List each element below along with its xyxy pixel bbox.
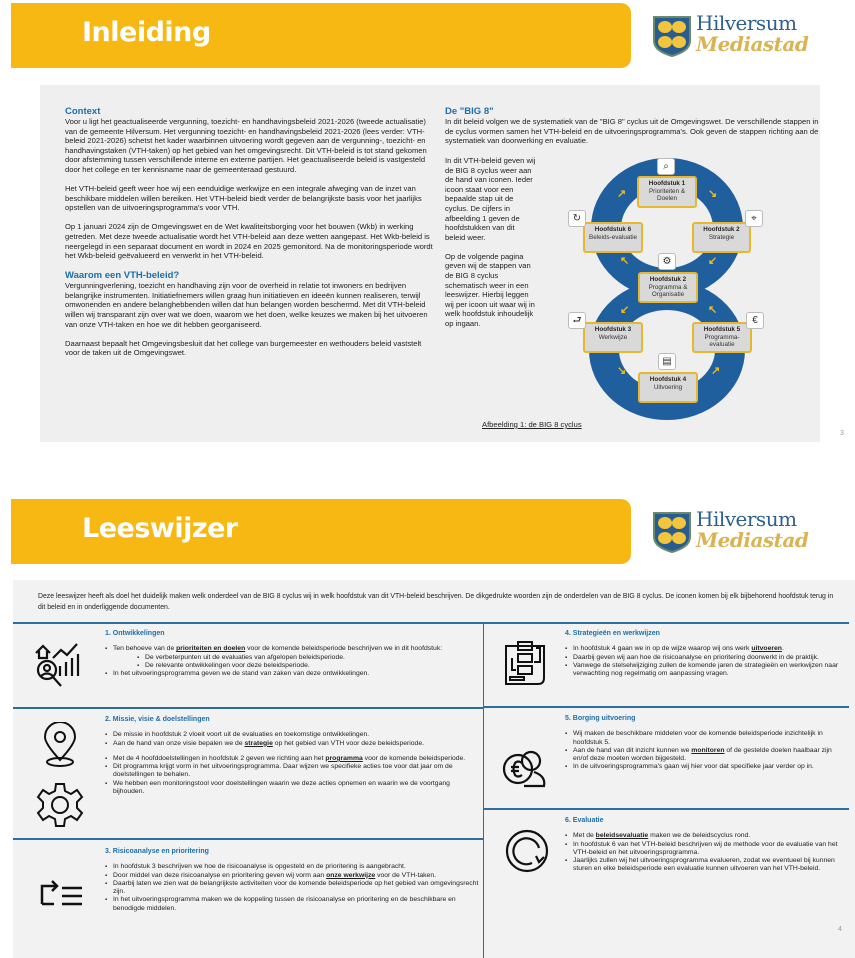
big8-box-werkwijze: Hoofdstuk 3 Werkwijze	[583, 322, 643, 353]
location-pin-icon: ⌖	[745, 210, 763, 227]
shield-logo-icon	[652, 511, 692, 553]
bold-keyword: uitvoeren	[751, 645, 782, 653]
bullet-item	[105, 763, 480, 780]
bullet-text: Ten behoeve van de	[113, 645, 177, 653]
hilversum-logo	[652, 13, 812, 57]
bullet-list	[565, 645, 845, 678]
bullet-item	[105, 863, 480, 871]
cycle-arrow-icon	[502, 826, 552, 876]
bullet-item	[105, 670, 477, 678]
bullet-item	[105, 662, 477, 670]
section-heading: 3. Risicoanalyse en prioritering	[105, 848, 209, 855]
bullet-item	[105, 654, 477, 662]
cycle-arrow-icon: ↙	[620, 304, 630, 316]
divider	[484, 706, 849, 708]
bullet-text: In hoofdstuk 3 beschrijven we hoe de risicoanalyse is opgesteld en de prioritering is aangebracht.	[113, 863, 406, 871]
bullet-item	[105, 780, 480, 797]
divider	[483, 623, 484, 958]
gear-icon	[35, 780, 85, 830]
gear-icon: ⚙	[658, 253, 676, 270]
cycle-arrow-icon: ↙	[708, 255, 718, 267]
context-paragraph: Voor u ligt het geactualiseerde vergunning, toezicht- en handhavingsbeleid 2021-2026 (tweede actualisatie) van de gemeente Hilversum. Het vergunning toezicht- en handhavingsbeleid 2021-2026 (lees verder: VTH-beleid 2021-2026) schetst het kader waarbinnen uitvoering wordt gegeven aan de vergunning-, toezicht- en handhavingstaken (VTH-taken) op het gebied van het omgevingsrecht. Dit VTH-beleid is tot stand gekomen door afstemming tussen verschillende interne en externe partijen. Het geactualiseerde beleid is vastgesteld door het college en ter kennisname naar de gemeenteraad gestuurd.	[65, 117, 427, 174]
context-paragraph: Het VTH-beleid geeft weer hoe wij een eenduidige werkwijze en een integrale afweging van de inzet van beschikbare middelen willen bereiken. Het VTH-beleid biedt verder de belangrijkste basis voor het jaarlijks opstellen van de uitvoeringsprogramma's voor VTH.	[65, 184, 422, 213]
hilversum-logo	[652, 509, 812, 553]
page-number: 3	[840, 430, 844, 437]
left-column	[65, 106, 433, 367]
section-heading: 2. Missie, visie & doelstellingen	[105, 716, 210, 723]
section-2	[105, 716, 480, 796]
analytics-magnifier-icon	[33, 640, 83, 690]
bold-keyword: monitoren	[691, 746, 725, 754]
bullet-item	[565, 763, 845, 771]
bullet-text: In het uitvoeringsprogramma geven we de stand van zaken van deze ontwikkelingen.	[113, 670, 370, 678]
bullet-item	[105, 872, 480, 880]
bullet-text: voor de komende beleidsperiode beschrijven we in dit hoofdstuk:	[245, 645, 443, 653]
big8-box-strategie: Hoofdstuk 2 Strategie	[692, 222, 751, 253]
section-heading: 5. Borging uitvoering	[565, 715, 636, 722]
bullet-item	[105, 740, 480, 748]
section-1	[105, 630, 477, 678]
bullet-item	[565, 747, 845, 764]
euro-people-icon: €	[746, 312, 764, 329]
bullet-text: Aan de hand van onze visie bepalen we de	[113, 739, 245, 747]
bullet-text: Dit programma krijgt vorm in het uitvoeringsprogramma. Daar wijzen we specifieke acties toe voor dat jaar om de doelstellingen te behalen.	[113, 763, 453, 779]
bullet-item	[105, 896, 480, 913]
divider	[13, 622, 849, 624]
section-heading: 1. Ontwikkelingen	[105, 630, 165, 637]
big8-box-beleidsevaluatie: Hoofdstuk 6 Beleids-evaluatie	[583, 222, 643, 253]
bullet-item	[565, 857, 845, 874]
bullet-text: Met de	[573, 832, 596, 840]
page-number: 4	[838, 926, 842, 933]
section-3	[105, 848, 480, 913]
bullet-item	[105, 755, 480, 763]
cycle-arrow-icon: ↗	[617, 188, 627, 200]
section-heading: 6. Evaluatie	[565, 817, 604, 824]
flowchart-document-icon	[500, 638, 550, 688]
bullet-item	[565, 841, 845, 858]
bullet-text: In hoofdstuk 6 van het VTH-beleid beschrijven wij de methode voor de evaluatie van het VTH-beleid en het uitvoeringsprogramma.	[573, 840, 838, 856]
context-paragraph: Op 1 januari 2024 zijn de Omgevingswet en de Wet kwaliteitsborging voor het bouwen (Wkb) in werking getreden. Met deze tweede actualisatie wordt het VTH-beleid aan deze wetten aangepast. Het Wkb-beleid is neergelegd in een separaat document en wordt in 2024 en 2025 gemonitord. Na de monitoringsperiode wordt het Wkb-beleid geëvalueerd en verwerkt in het VTH-beleid.	[65, 222, 433, 261]
bullet-text: .	[781, 645, 784, 653]
reading-guide-intro: Deze leeswijzer heeft als doel het duidelijk maken welk onderdeel van de BIG 8 cyclus wij in welk hoofdstuk van dit VTH-beleid beschrijven. De dikgedrukte woorden zijn de onderdelen van de BIG 8 cyclus. De iconen komen bij elk bijbehorend hoofdstuk terug in dit beleid en in onderliggende documenten.	[38, 593, 834, 611]
logo-line1: Hilversum	[696, 507, 797, 531]
big8-intro: In dit beleid volgen we de systematiek van de "BIG 8" cyclus uit de Omgevingswet. De verschillende stappen in de cyclus vormen samen het VTH-beleid en de uitvoeringsprogramma's. Ook geven de stappen richting aan de systematiek van doorwerking en evaluatie.	[445, 117, 819, 146]
bullet-text: Vanwege de stelselwijziging zullen de komende jaren de strategieën en werkwijzen naar verwachting nog regelmatig om aanpassing vragen.	[573, 661, 839, 678]
bold-keyword: strategie	[244, 739, 273, 747]
bold-keyword: onze werkwijze	[326, 871, 376, 879]
logo-line2: Mediastad	[696, 528, 809, 552]
bullet-text: voor de komende beleidsperiode.	[362, 754, 466, 762]
bullet-text: Met de 4 hoofddoelstellingen in hoofdstuk 2 geven we richting aan het	[113, 754, 326, 762]
big8-box-programma: Hoofdstuk 2 Programma & Organisatie	[638, 272, 698, 303]
big8-side-text	[445, 156, 537, 338]
bullet-text: Jaarlijks zullen wij het uitvoeringsprogramma evalueren, zodat we eventueel bij kunnen sturen en elke beleidsperiode een evaluatie kunnen uitvoeren van het VTH-beleid.	[573, 857, 835, 873]
cycle-arrow-icon: ↖	[620, 255, 630, 267]
bullet-list	[565, 730, 845, 771]
page-title: Inleiding	[82, 17, 211, 48]
bullet-item	[105, 645, 477, 653]
bullet-item	[565, 730, 845, 747]
bullet-text: Wij maken de beschikbare middelen voor de komende beleidsperiode inzichtelijk in hoofdstuk 5.	[573, 730, 823, 746]
bullet-text: De missie in hoofdstuk 2 vloeit voort uit de evaluaties en toekomstige ontwikkelingen.	[113, 731, 370, 739]
big8-side-paragraph: Op de volgende pagina geven wij de stappen van de BIG 8 cyclus schematisch weer in een leeswijzer. Hierbij leggen wij per icoon uit waar wij in welk hoofdstuk inhoudelijk op ingaan.	[445, 251, 535, 328]
bullet-list	[105, 645, 477, 678]
page-title-banner	[11, 499, 631, 564]
bullet-text: Door middel van deze risicoanalyse en prioritering geven wij vorm aan	[113, 871, 327, 879]
page-title: Leeswijzer	[82, 513, 238, 544]
bullet-item	[565, 645, 845, 653]
bullet-item	[105, 880, 480, 897]
bullet-item	[565, 832, 845, 840]
bullet-text: Daarbij laten we zien wat de belangrijkste activiteiten voor de komende beleidsperiode op het gebied van omgevingsrecht zijn.	[113, 879, 479, 896]
bullet-text: op het gebied van VTH voor deze beleidsperiode.	[272, 739, 425, 747]
divider	[484, 808, 849, 810]
big8-box-uitvoering: Hoofdstuk 4 Uitvoering	[638, 372, 698, 403]
logo-line1: Hilversum	[696, 11, 797, 35]
cycle-icon: ↻	[568, 210, 586, 227]
list-arrow-icon	[38, 870, 88, 920]
flowchart-icon: ▤	[658, 353, 676, 370]
bullet-item	[105, 731, 480, 739]
cycle-arrow-icon: ↗	[711, 365, 721, 377]
section-heading: 4. Strategieën en werkwijzen	[565, 630, 660, 637]
section-4	[565, 630, 845, 678]
bold-keyword: programma	[325, 754, 363, 762]
bullet-text: of de gestelde doelen haalbaar zijn en/of deze moeten worden bijgesteld.	[573, 746, 832, 763]
bullet-item	[565, 654, 845, 662]
shield-logo-icon	[652, 15, 692, 57]
list-arrow-icon: ⮐	[568, 312, 586, 329]
section-6	[565, 817, 845, 874]
cycle-arrow-icon: ↘	[708, 188, 718, 200]
bold-keyword: beleidsevaluatie	[595, 832, 649, 840]
bullet-text: De verbeterpunten uit de evaluaties van afgelopen beleidsperiode.	[145, 653, 345, 661]
divider	[13, 838, 483, 840]
location-pin-icon	[35, 722, 85, 772]
divider	[13, 707, 483, 709]
bullet-text: De relevante ontwikkelingen voor deze beleidsperiode.	[145, 661, 310, 669]
bullet-text: Daarbij geven wij aan hoe de risicoanalyse en prioritering doorwerkt in de praktijk.	[573, 653, 819, 661]
bullet-text: maken we de beleidscyclus rond.	[648, 832, 751, 840]
cycle-arrow-icon: ↘	[617, 365, 627, 377]
bullet-list	[105, 863, 480, 913]
big8-box-programma-evaluatie: Hoofdstuk 5 Programma-evaluatie	[692, 322, 752, 353]
logo-line2: Mediastad	[696, 32, 809, 56]
why-paragraph: Vergunningverlening, toezicht en handhaving zijn voor de overheid in relatie tot inwoners en bedrijven belangrijke instrumenten. Initiatiefnemers willen graag hun initiatieven en ideeën kunnen realiseren, terwijl omwonenden en andere belanghebbenden willen dat hun belangen worden beschermd. Met dit VTH-beleid willen wij transparant zijn over wat we doen, waarom we het doen, welke keuzes we maken bij het uitvoeren van onze VTH-taken en hoe we dit hebben georganiseerd.	[65, 281, 428, 329]
bullet-list	[565, 832, 845, 873]
big8-heading: De "BIG 8"	[445, 106, 494, 117]
analytics-icon: ⌕	[657, 158, 675, 175]
page-title-banner	[11, 3, 631, 68]
figure-caption: Afbeelding 1: de BIG 8 cyclus	[482, 420, 582, 429]
bullet-text: In het uitvoeringsprogramma maken we de koppeling tussen de risicoanalyse en prioritering en de beschikbare en benodigde middelen.	[113, 896, 456, 912]
bullet-text: Aan de hand van dit inzicht kunnen we	[573, 746, 692, 754]
why-heading: Waarom een VTH-beleid?	[65, 270, 180, 282]
big8-box-hoofdstuk-1: Hoofdstuk 1 Prioriteiten & Doelen	[637, 176, 697, 208]
section-5	[565, 715, 845, 772]
bold-keyword: prioriteiten en doelen	[176, 645, 246, 653]
bullet-text: voor de VTH-taken.	[375, 871, 437, 879]
why-paragraph: Daarnaast bepaalt het Omgevingsbesluit dat het college van burgemeester en wethouders beleid vaststelt voor de taken uit de Omgevingswet.	[65, 338, 422, 358]
bullet-text: In de uitvoeringsprogramma's gaan wij hier voor dat specifieke jaar verder op in.	[573, 763, 814, 771]
context-heading: Context	[65, 106, 101, 117]
bullet-text: We hebben een monitoringstool voor doelstellingen waarin we deze acties opnemen en waarin we de voortgang bijhouden.	[113, 779, 450, 796]
cycle-arrow-icon: ↖	[708, 304, 718, 316]
euro-people-icon	[500, 742, 550, 792]
bullet-text: In hoofdstuk 4 gaan we in op de wijze waarop wij ons werk	[573, 645, 752, 653]
bullet-list	[105, 731, 480, 796]
big8-side-paragraph: In dit VTH-beleid geven wij de BIG 8 cyclus weer aan de hand van iconen. Ieder icoon staat voor een bepaalde stap uit de cyclus. De cijfers in afbeelding 1 geven de hoofdstukken van dit beleid weer.	[445, 156, 536, 242]
bullet-item	[565, 662, 845, 679]
